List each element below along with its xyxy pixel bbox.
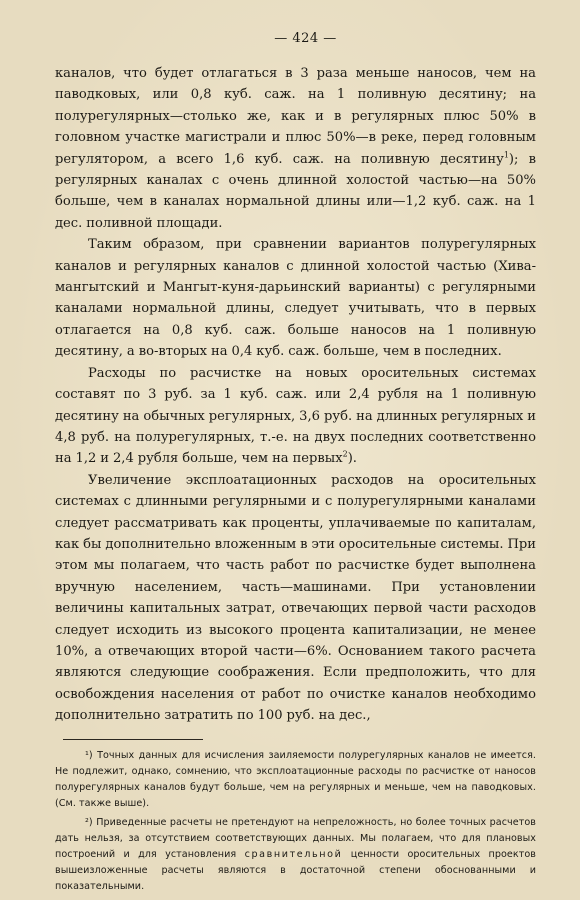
paragraph-text: ); в регулярных каналах с очень длинной холостой частью—на 50% больше, чем в каналах нормальной длины или—1,2 куб. саж. на 1 дес. поливной площади.	[55, 151, 537, 231]
paragraph-text: Расходы по расчистке на новых оросительных системах составят по 3 руб. за 1 куб. саж. или 2,4 рубля на 1 поливную десятину на обычных регулярных, 3,6 руб. на длинных регулярных и 4,8 руб. на полурегулярных, т.-е. на двух последних соответственно на 1,2 и 2,4 рубля больше, чем на первых	[55, 365, 536, 467]
page-number: — 424 —	[274, 31, 337, 46]
paragraph	[55, 63, 536, 234]
footnote-mark: 1	[503, 150, 509, 160]
footnotes	[55, 748, 536, 895]
paragraph-text: каналов, что будет отлагаться в 3 раза меньше наносов, чем на паводковых, или 0,8 куб. саж. на 1 поливную десятину; на полурегулярных—столько же, как и в регулярных плюс 50% в головном участке магистрали и плюс 50%—в реке, перед головным регулятором, а всего 1,6 куб. саж. на поливную десятину	[55, 66, 536, 167]
paragraph	[55, 363, 536, 470]
footnote-mark: ¹)	[85, 749, 93, 761]
footnote-text: ценности оросительных проектов вышеизложенные расчеты являются в достаточной степени обоснованными и показательными.	[55, 848, 536, 892]
footnote-text: Точных данных для исчисления заиляемости полурегулярных каналов не имеется. Не подлежит, однако, сомнению, что эксплоатационные расходы по расчистке от наносов полурегулярных каналов будут больше, чем на регулярных и меньше, чем на паводковых. (См. также выше).	[55, 749, 536, 809]
footnote	[55, 815, 536, 895]
paragraph: Таким образом, при сравнении вариантов полурегулярных каналов и регулярных каналов с длинной холостой частью (Хива-мангытский и Мангыт-куня-дарьинский варианты) с регулярными каналами нормальной длины, следует учитывать, что в первых отлагается на 0,8 куб. саж. больше наносов на 1 поливную десятину, а во-вторых на 0,4 куб. саж. больше, чем в последних.	[55, 237, 536, 360]
footnote-mark: ²)	[85, 816, 93, 828]
paragraph-text: ).	[347, 451, 357, 467]
footnote-text: Приведенные расчеты не претендуют на непреложность, но более точных расчетов дать нельзя, за отсутствием соответствующих данных. Мы полагаем, что для плановых построений и для установления	[55, 816, 536, 860]
main-text	[55, 63, 536, 727]
footnote	[55, 748, 536, 812]
footnote-mark: 2	[342, 449, 348, 459]
footnote-divider	[63, 739, 203, 740]
paragraph: Увеличение эксплоатационных расходов на оросительных системах с длинными регулярными и с полурегулярными каналами следует рассматривать как проценты, уплачиваемые по капиталам, как бы дополнительно вложенным в эти оросительные системы. При этом мы полагаем, что часть работ по расчистке будет выполнена вручную населением, часть—машинами. При установлении величины капитальных затрат, отвечающих первой части расходов следует исходить из высокого процента капитализации, не менее 10%, а отвечающих второй части—6%. Основанием такого расчета являются следующие соображения. Если предположить, что для освобождения населения от работ по очистке каналов необходимо дополнительно затратить по 100 руб. на дес.,	[55, 472, 536, 724]
footnote-emphasis: сравнительной	[244, 848, 343, 860]
